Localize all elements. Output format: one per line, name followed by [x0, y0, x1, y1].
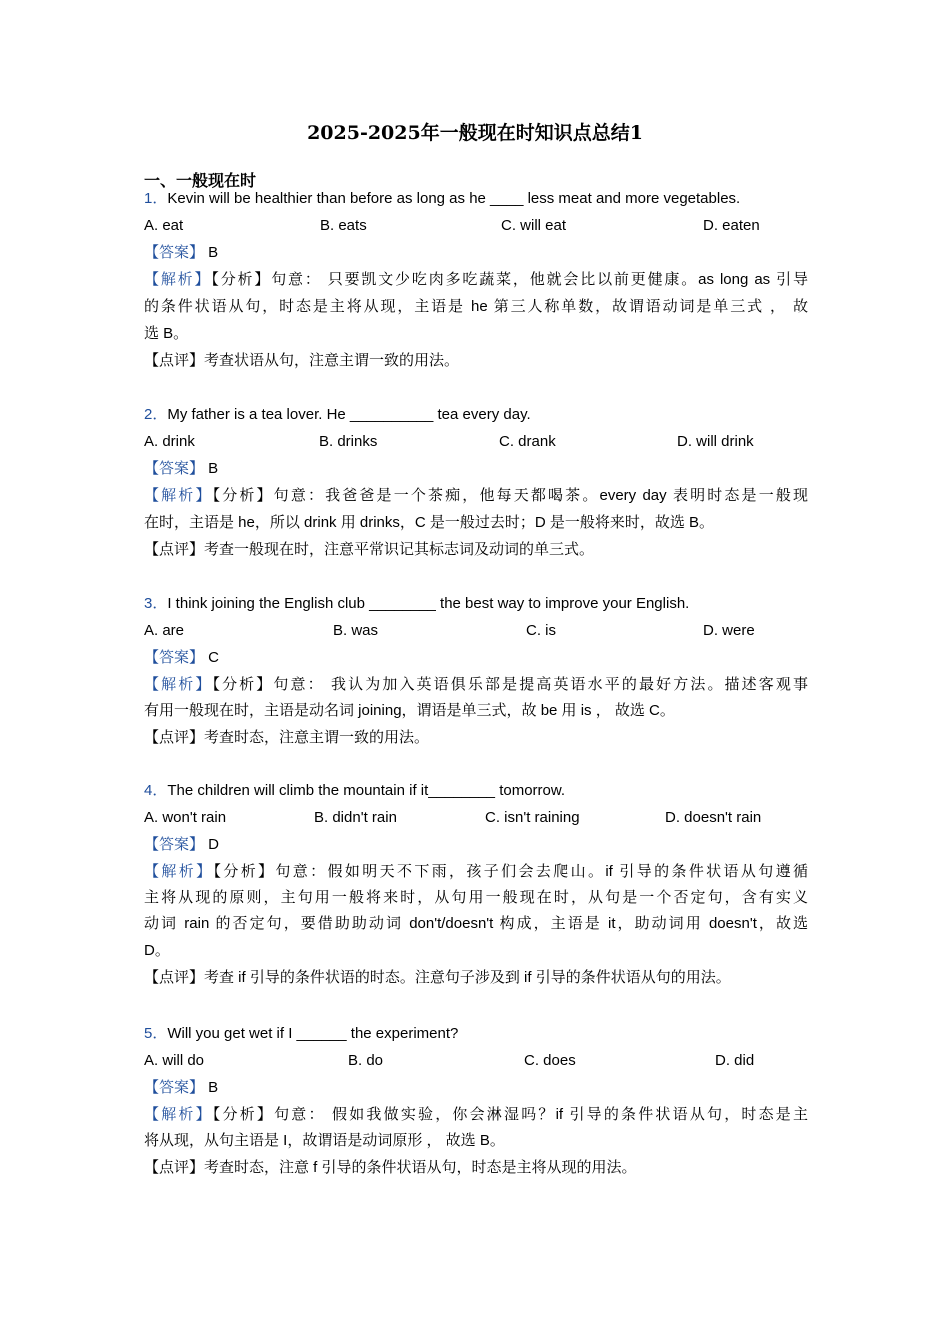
comment-line — [144, 728, 808, 748]
analysis-line — [144, 675, 808, 695]
analysis-text: D。 — [144, 942, 170, 959]
analysis-text: 【分析】句意： 假如我做实验，你会淋湿吗？if 引导的条件状语从句，时态是主 — [212, 1106, 808, 1123]
analysis-line — [144, 486, 808, 506]
analysis-text: 主将从现的原则，主句用一般将来时，从句用一般现在时，从句是一个否定句，含有实义 — [144, 889, 808, 906]
question-text: I think joining the English club ________ the best way to improve your English. — [167, 595, 690, 612]
comment-label: 【点评】 — [144, 729, 205, 746]
question-stem — [144, 405, 808, 425]
answer-value: D — [204, 836, 220, 853]
analysis-label: 【解析】 — [144, 676, 213, 693]
option-b: B. do — [348, 1052, 384, 1069]
option-c: C. will eat — [501, 217, 567, 234]
comment-label: 【点评】 — [144, 541, 205, 558]
option-d: D. were — [703, 622, 755, 639]
analysis-line — [144, 1105, 808, 1125]
analysis-text: 将从现，从句主语是 I，故谓语是动词原形 ， 故选 B。 — [144, 1132, 505, 1149]
question-number: 2． — [144, 406, 168, 423]
question-number: 4． — [144, 782, 168, 799]
analysis-text: 【分析】句意：我爸爸是一个茶痴，他每天都喝茶。every day 表明时态是一般现 — [212, 487, 808, 504]
analysis-line — [144, 941, 808, 961]
analysis-text: 选 B。 — [144, 325, 189, 342]
answer-value: B — [204, 244, 219, 261]
comment-text: 考查时态，注意主谓一致的用法。 — [204, 729, 430, 746]
answer-label: 【答案】 — [144, 836, 205, 853]
option-b: B. eats — [320, 217, 367, 234]
answer-line — [144, 243, 808, 263]
option-a: A. will do — [144, 1052, 205, 1069]
answer-line — [144, 1078, 808, 1098]
option-c: C. drank — [499, 433, 556, 450]
option-c: C. is — [526, 622, 556, 639]
document-title: 2025-2025年一般现在时知识点总结1 — [307, 122, 643, 144]
option-b: B. was — [333, 622, 379, 639]
option-a: A. won't rain — [144, 809, 227, 826]
section-heading: 一、一般现在时 — [144, 173, 257, 190]
answer-line — [144, 835, 808, 855]
answer-line — [144, 459, 808, 479]
analysis-line — [144, 324, 808, 344]
analysis-text: 的条件状语从句，时态是主将从现，主语是 he 第三人称单数，故谓语动词是单三式 ， 故 — [144, 298, 808, 315]
answer-label: 【答案】 — [144, 460, 205, 477]
analysis-line — [144, 701, 808, 721]
question-number: 5． — [144, 1025, 168, 1042]
answer-label: 【答案】 — [144, 1079, 205, 1096]
question-text: My father is a tea lover. He __________ tea every day. — [167, 406, 531, 423]
comment-label: 【点评】 — [144, 352, 205, 369]
question-text: Will you get wet if I ______ the experiment? — [167, 1025, 459, 1042]
comment-line — [144, 351, 808, 371]
answer-label: 【答案】 — [144, 244, 205, 261]
analysis-text: 在时，主语是 he，所以 drink 用 drinks，C 是一般过去时；D 是一般将来时，故选 B。 — [144, 514, 715, 531]
answer-label: 【答案】 — [144, 649, 205, 666]
analysis-text: 动词 rain 的否定句，要借助助动词 don't/doesn't 构成，主语是 it，助动词用 doesn't，故选 — [144, 915, 808, 932]
comment-text: 考查时态，注意 f 引导的条件状语从句，时态是主将从现的用法。 — [204, 1159, 637, 1176]
question-stem — [144, 1024, 808, 1044]
analysis-label: 【解析】 — [144, 1106, 213, 1123]
analysis-line — [144, 888, 808, 908]
answer-line — [144, 648, 808, 668]
question-number: 3． — [144, 595, 168, 612]
question-text: Kevin will be healthier than before as long as he ____ less meat and more vegetables. — [167, 190, 741, 207]
analysis-text: 有用一般现在时，主语是动名词 joining，谓语是单三式，故 be 用 is ， 故选 C。 — [144, 702, 675, 719]
analysis-line — [144, 270, 808, 290]
comment-text: 考查一般现在时，注意平常识记其标志词及动词的单三式。 — [204, 541, 595, 558]
question-stem — [144, 781, 808, 801]
option-a: A. eat — [144, 217, 184, 234]
option-a: A. are — [144, 622, 185, 639]
analysis-line — [144, 862, 808, 882]
question-stem — [144, 189, 808, 209]
question-stem — [144, 594, 808, 614]
comment-text: 考查状语从句，注意主谓一致的用法。 — [204, 352, 460, 369]
answer-value: B — [204, 460, 219, 477]
option-d: D. doesn't rain — [665, 809, 762, 826]
comment-line — [144, 968, 808, 988]
answer-value: B — [204, 1079, 219, 1096]
comment-line — [144, 540, 808, 560]
analysis-line — [144, 1131, 808, 1151]
analysis-label: 【解析】 — [144, 271, 212, 288]
comment-text: 考查 if 引导的条件状语的时态。注意句子涉及到 if 引导的条件状语从句的用法。 — [204, 969, 731, 986]
analysis-line — [144, 513, 808, 533]
option-b: B. didn't rain — [314, 809, 397, 826]
analysis-label: 【解析】 — [144, 487, 213, 504]
analysis-text: 【分析】句意： 我认为加入英语俱乐部是提高英语水平的最好方法。描述客观事 — [212, 676, 808, 693]
option-c: C. does — [524, 1052, 576, 1069]
analysis-text: 【分析】句意：假如明天不下雨，孩子们会去爬山。if 引导的条件状语从句遵循 — [213, 863, 808, 880]
option-a: A. drink — [144, 433, 195, 450]
analysis-label: 【解析】 — [144, 863, 214, 880]
option-d: D. will drink — [677, 433, 754, 450]
comment-label: 【点评】 — [144, 969, 205, 986]
option-b: B. drinks — [319, 433, 378, 450]
question-number: 1． — [144, 190, 168, 207]
comment-line — [144, 1158, 808, 1178]
option-d: D. did — [715, 1052, 755, 1069]
option-d: D. eaten — [703, 217, 760, 234]
analysis-line — [144, 297, 808, 317]
analysis-line — [144, 914, 808, 934]
analysis-text: 【分析】句意： 只要凯文少吃肉多吃蔬菜，他就会比以前更健康。as long as 引导 — [211, 271, 808, 288]
question-text: The children will climb the mountain if it________ tomorrow. — [167, 782, 566, 799]
option-c: C. isn't raining — [485, 809, 580, 826]
comment-label: 【点评】 — [144, 1159, 205, 1176]
answer-value: C — [204, 649, 220, 666]
